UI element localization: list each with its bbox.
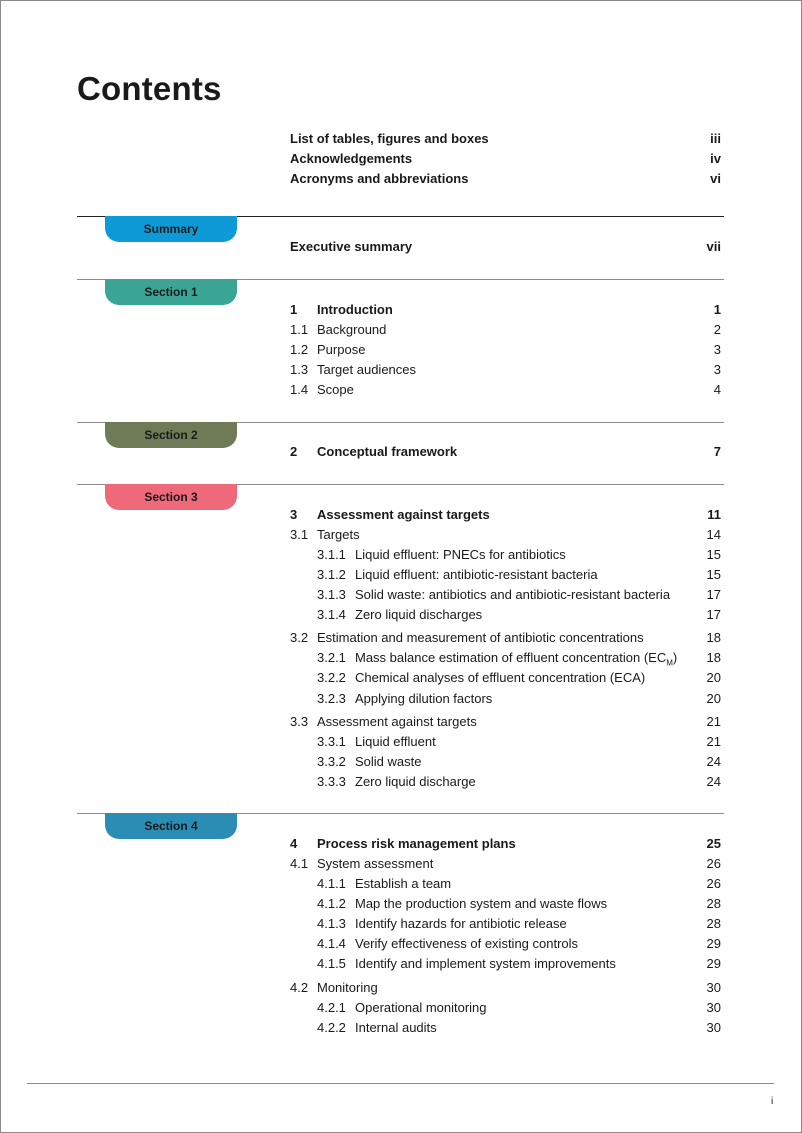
toc-number: 3.1 <box>290 527 309 542</box>
toc-number: 3.1.2 <box>317 567 346 582</box>
toc-entry[interactable] <box>290 169 721 189</box>
toc-label: Process risk management plans <box>317 836 516 851</box>
toc-number: 3.2.1 <box>317 650 346 665</box>
toc-number: 4.2.1 <box>317 1000 346 1015</box>
footer-divider <box>27 1083 774 1084</box>
toc-label: Zero liquid discharges <box>355 607 483 622</box>
toc-entry[interactable] <box>290 149 721 169</box>
toc-number: 3.3.3 <box>317 774 346 789</box>
toc-page: iii <box>710 131 721 146</box>
toc-entry[interactable] <box>290 525 721 545</box>
toc-page: 18 <box>706 630 721 645</box>
toc-page: 25 <box>706 836 721 851</box>
toc-number: 4.2 <box>290 980 309 995</box>
toc-label: Liquid effluent: PNECs for antibiotics <box>355 547 566 562</box>
toc-label-text: Mass balance estimation of effluent concentration (EC <box>355 650 667 665</box>
toc-page: 15 <box>706 567 721 582</box>
toc-number: 1.1 <box>290 322 309 337</box>
toc-page: 20 <box>706 670 721 685</box>
toc-label: Estimation and measurement of antibiotic concentrations <box>317 630 644 645</box>
toc-number: 4.1 <box>290 856 309 871</box>
toc-page: 28 <box>706 916 721 931</box>
toc-entry[interactable] <box>290 360 721 380</box>
toc-entry[interactable] <box>290 565 721 585</box>
toc-entry[interactable] <box>290 954 721 974</box>
toc-number: 4.1.3 <box>317 916 346 931</box>
toc-number: 4 <box>290 836 298 851</box>
toc-page: 30 <box>706 1000 721 1015</box>
toc-label: Liquid effluent: antibiotic-resistant bacteria <box>355 567 598 582</box>
toc-entry[interactable] <box>290 914 721 934</box>
toc-label: Establish a team <box>355 876 452 891</box>
toc-entry[interactable] <box>290 585 721 605</box>
toc-entry[interactable] <box>290 129 721 149</box>
toc-label: System assessment <box>317 856 434 871</box>
toc-entry[interactable] <box>290 320 721 340</box>
toc-page: 28 <box>706 896 721 911</box>
toc-label: Internal audits <box>355 1020 437 1035</box>
toc-page: 3 <box>713 362 721 377</box>
toc-number: 3.2 <box>290 630 309 645</box>
toc-label: Verify effectiveness of existing controls <box>355 936 579 951</box>
toc-number: 3.3.2 <box>317 754 346 769</box>
page-title: Contents <box>77 70 222 107</box>
toc-page: 24 <box>706 754 721 769</box>
toc-number: 3.1.4 <box>317 607 346 622</box>
toc-number: 3.3.1 <box>317 734 346 749</box>
toc-page: 29 <box>706 936 721 951</box>
toc-page: 1 <box>713 302 721 317</box>
toc-label: Chemical analyses of effluent concentration (ECA) <box>355 670 646 685</box>
toc-number: 1.4 <box>290 382 309 397</box>
toc-entry[interactable] <box>290 874 721 894</box>
toc-page: vii <box>706 239 721 254</box>
toc-page: 17 <box>706 587 721 602</box>
toc-page: 26 <box>706 856 721 871</box>
toc-entry[interactable] <box>290 340 721 360</box>
toc-page: 3 <box>713 342 721 357</box>
toc-entry[interactable] <box>290 732 721 752</box>
toc-label: Liquid effluent <box>355 734 436 749</box>
toc-page: 14 <box>706 527 721 542</box>
section-4-tab: Section 4 <box>105 813 237 839</box>
section-2-tab: Section 2 <box>105 422 237 448</box>
toc-page: 4 <box>713 382 721 397</box>
toc-label: Solid waste: antibiotics and antibiotic-resistant bacteria <box>355 587 671 602</box>
toc-label: Applying dilution factors <box>355 691 493 706</box>
toc-page: 20 <box>706 691 721 706</box>
toc-entry[interactable] <box>290 1018 721 1038</box>
toc-number: 1.2 <box>290 342 309 357</box>
toc-number: 2 <box>290 444 298 459</box>
toc-page: 26 <box>706 876 721 891</box>
toc-entry[interactable] <box>290 648 721 668</box>
toc-number: 1.3 <box>290 362 309 377</box>
toc-label: Assessment against targets <box>317 507 490 522</box>
toc-number: 3.2.2 <box>317 670 346 685</box>
toc-number: 3.1.3 <box>317 587 346 602</box>
toc-number: 4.1.5 <box>317 956 346 971</box>
toc-page: 7 <box>713 444 721 459</box>
toc-label: Purpose <box>317 342 366 357</box>
toc-label: Scope <box>317 382 354 397</box>
toc-label: Background <box>317 322 387 337</box>
toc-number: 4.1.1 <box>317 876 346 891</box>
toc-number: 4.1.4 <box>317 936 346 951</box>
toc-label: Executive summary <box>290 239 413 254</box>
toc-entry[interactable] <box>290 380 721 400</box>
toc-entry[interactable] <box>290 752 721 772</box>
toc-page: 17 <box>706 607 721 622</box>
toc-page: 30 <box>706 980 721 995</box>
toc-page: 24 <box>706 774 721 789</box>
toc-entry[interactable] <box>290 545 721 565</box>
toc-page: iv <box>710 151 721 166</box>
toc-entry[interactable] <box>290 772 721 792</box>
toc-chapter-entry[interactable] <box>290 442 721 462</box>
toc-entry[interactable] <box>290 605 721 625</box>
toc-label: Zero liquid discharge <box>355 774 476 789</box>
toc-entry[interactable] <box>290 934 721 954</box>
toc-entry[interactable] <box>290 237 721 257</box>
toc-number: 4.1.2 <box>317 896 346 911</box>
toc-number: 1 <box>290 302 298 317</box>
subscript: M <box>666 658 673 668</box>
toc-label: Assessment against targets <box>317 714 477 729</box>
toc-entry[interactable] <box>290 668 721 688</box>
toc-label: Conceptual framework <box>317 444 458 459</box>
toc-number: 3.2.3 <box>317 691 346 706</box>
toc-label: Acronyms and abbreviations <box>290 171 469 186</box>
section-3-tab: Section 3 <box>105 484 237 510</box>
toc-page: 15 <box>706 547 721 562</box>
section-1-tab: Section 1 <box>105 279 237 305</box>
toc-label: Target audiences <box>317 362 417 377</box>
toc-entry[interactable] <box>290 628 721 648</box>
toc-label: List of tables, figures and boxes <box>290 131 489 146</box>
toc-label: Solid waste <box>355 754 422 769</box>
toc-page: 29 <box>706 956 721 971</box>
toc-page: vi <box>710 171 721 186</box>
toc-number: 3 <box>290 507 298 522</box>
toc-entry[interactable] <box>290 894 721 914</box>
toc-chapter-entry[interactable] <box>290 505 721 525</box>
toc-chapter-entry[interactable] <box>290 834 721 854</box>
toc-number: 3.1.1 <box>317 547 346 562</box>
toc-page: 21 <box>706 734 721 749</box>
toc-chapter-entry[interactable] <box>290 300 721 320</box>
toc-page: 18 <box>706 650 721 665</box>
toc-label: Introduction <box>317 302 393 317</box>
toc-entry[interactable] <box>290 689 721 709</box>
toc-label: Acknowledgements <box>290 151 413 166</box>
toc-page: 30 <box>706 1020 721 1035</box>
toc-page: 11 <box>707 507 721 522</box>
toc-label: Operational monitoring <box>355 1000 487 1015</box>
toc-entry[interactable] <box>290 978 721 998</box>
toc-number: 4.2.2 <box>317 1020 346 1035</box>
toc-entry[interactable] <box>290 712 721 732</box>
toc-number: 3.3 <box>290 714 309 729</box>
toc-label: Identify hazards for antibiotic release <box>355 916 567 931</box>
toc-label: Monitoring <box>317 980 378 995</box>
toc-page: 2 <box>713 322 721 337</box>
toc-label: Targets <box>317 527 360 542</box>
toc-entry[interactable] <box>290 998 721 1018</box>
toc-label: Map the production system and waste flows <box>355 896 608 911</box>
toc-label: Identify and implement system improvements <box>355 956 616 971</box>
summary-tab: Summary <box>105 216 237 242</box>
toc-page: 21 <box>706 714 721 729</box>
toc-entry[interactable] <box>290 854 721 874</box>
page-number: i <box>771 1096 774 1107</box>
toc-label-close: ) <box>672 650 678 665</box>
